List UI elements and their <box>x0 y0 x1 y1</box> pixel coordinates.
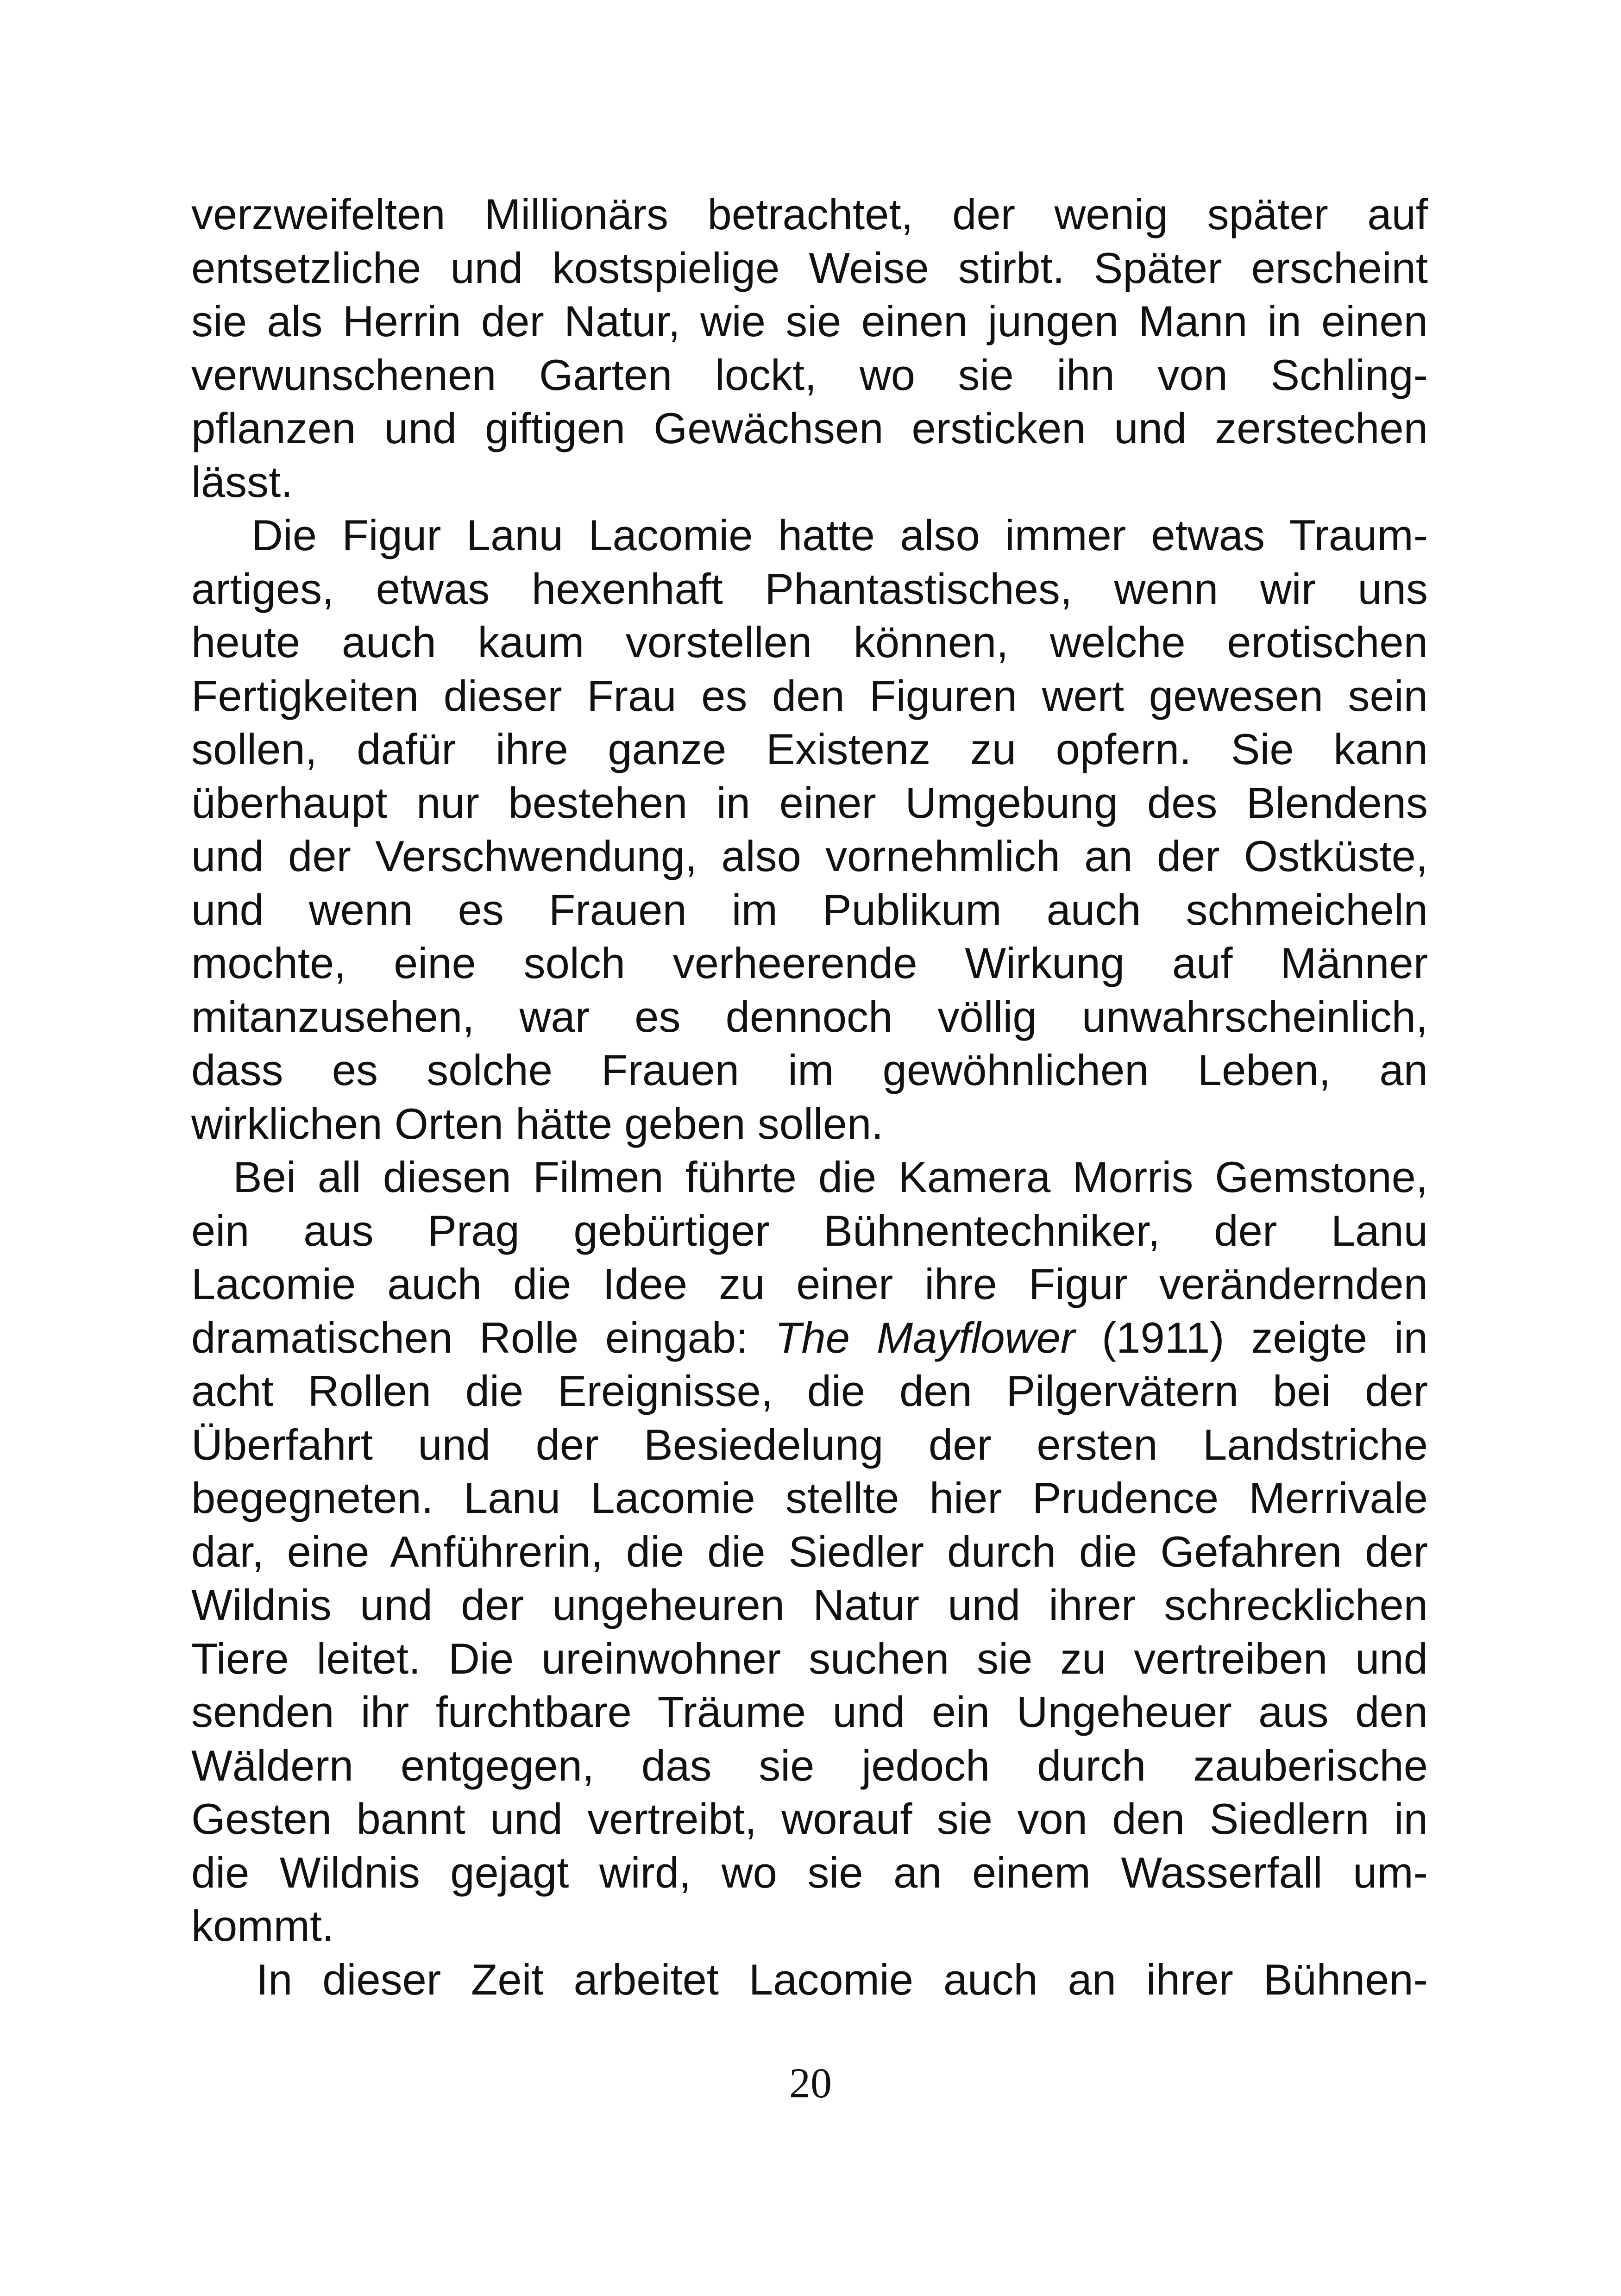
text-line: heute auch kaum vorstellen können, welche erotischen <box>191 618 1428 666</box>
text-line: und wenn es Frauen im Publikum auch schmeicheln <box>191 885 1428 934</box>
text-line: senden ihr furchtbare Träume und ein Ungeheuer aus den <box>191 1687 1428 1736</box>
film-title: The Mayflower <box>775 1313 1075 1362</box>
text-line: die Wildnis gejagt wird, wo sie an einem Wasserfall um- <box>191 1848 1428 1897</box>
text-line: verzweifelten Millionärs betrachtet, der wenig später auf <box>191 190 1428 238</box>
text-line: Lacomie auch die Idee zu einer ihre Figur verändernden <box>191 1260 1428 1308</box>
text-line: Wäldern entgegen, das sie jedoch durch zauberische <box>191 1741 1428 1790</box>
text-fragment: (1911) zeigte in <box>1101 1313 1428 1362</box>
body-text <box>191 188 1428 2006</box>
text-line: ein aus Prag gebürtiger Bühnentechniker, der Lanu <box>191 1206 1428 1255</box>
text-line-with-title <box>191 1311 1428 1365</box>
paragraph-first-line: In dieser Zeit arbeitet Lacomie auch an ihrer Bühnen- <box>256 1955 1428 2004</box>
text-line: entsetzliche und kostspielige Weise stirbt. Später erscheint <box>191 243 1428 292</box>
text-line: pflanzen und giftigen Gewächsen ersticken und zerstechen <box>191 404 1428 452</box>
text-line: Tiere leitet. Die ureinwohner suchen sie zu vertreiben und <box>191 1634 1428 1683</box>
text-line: überhaupt nur bestehen in einer Umgebung des Blendens <box>191 778 1428 827</box>
text-line: dar, eine Anführerin, die die Siedler durch die Gefahren der <box>191 1527 1428 1576</box>
page-number: 20 <box>789 2059 832 2107</box>
text-line: sollen, dafür ihre ganze Existenz zu opfern. Sie kann <box>191 725 1428 773</box>
text-line: dass es solche Frauen im gewöhnlichen Leben, an <box>191 1046 1428 1094</box>
text-line: kommt. <box>191 1901 334 1950</box>
text-line: Überfahrt und der Besiedelung der ersten Landstriche <box>191 1420 1428 1469</box>
text-line: Fertigkeiten dieser Frau es den Figuren wert gewesen sein <box>191 671 1428 720</box>
text-fragment: dramatischen Rolle eingab: <box>191 1313 748 1362</box>
text-line: mochte, eine solch verheerende Wirkung auf Männer <box>191 939 1428 987</box>
paragraph-first-line: Bei all diesen Filmen führte die Kamera Morris Gemstone, <box>233 1153 1428 1201</box>
text-line: Wildnis und der ungeheuren Natur und ihrer schrecklichen <box>191 1581 1428 1629</box>
text-line: und der Verschwendung, also vornehmlich an der Ostküste, <box>191 832 1428 880</box>
text-line: wirklichen Orten hätte geben sollen. <box>191 1099 884 1148</box>
text-line: artiges, etwas hexenhaft Phantastisches, wenn wir uns <box>191 564 1428 613</box>
text-line: verwunschenen Garten lockt, wo sie ihn von Schling- <box>191 350 1428 399</box>
text-line: mitanzusehen, war es dennoch völlig unwahrscheinlich, <box>191 992 1428 1041</box>
text-line: lässt. <box>191 457 293 506</box>
text-line: sie als Herrin der Natur, wie sie einen jungen Mann in einen <box>191 297 1428 345</box>
text-line: acht Rollen die Ereignisse, die den Pilgervätern bei der <box>191 1367 1428 1415</box>
text-line: Gesten bannt und vertreibt, worauf sie von den Siedlern in <box>191 1794 1428 1843</box>
text-line: begegneten. Lanu Lacomie stellte hier Prudence Merrivale <box>191 1474 1428 1522</box>
paragraph-first-line: Die Figur Lanu Lacomie hatte also immer etwas Traum- <box>251 511 1428 559</box>
